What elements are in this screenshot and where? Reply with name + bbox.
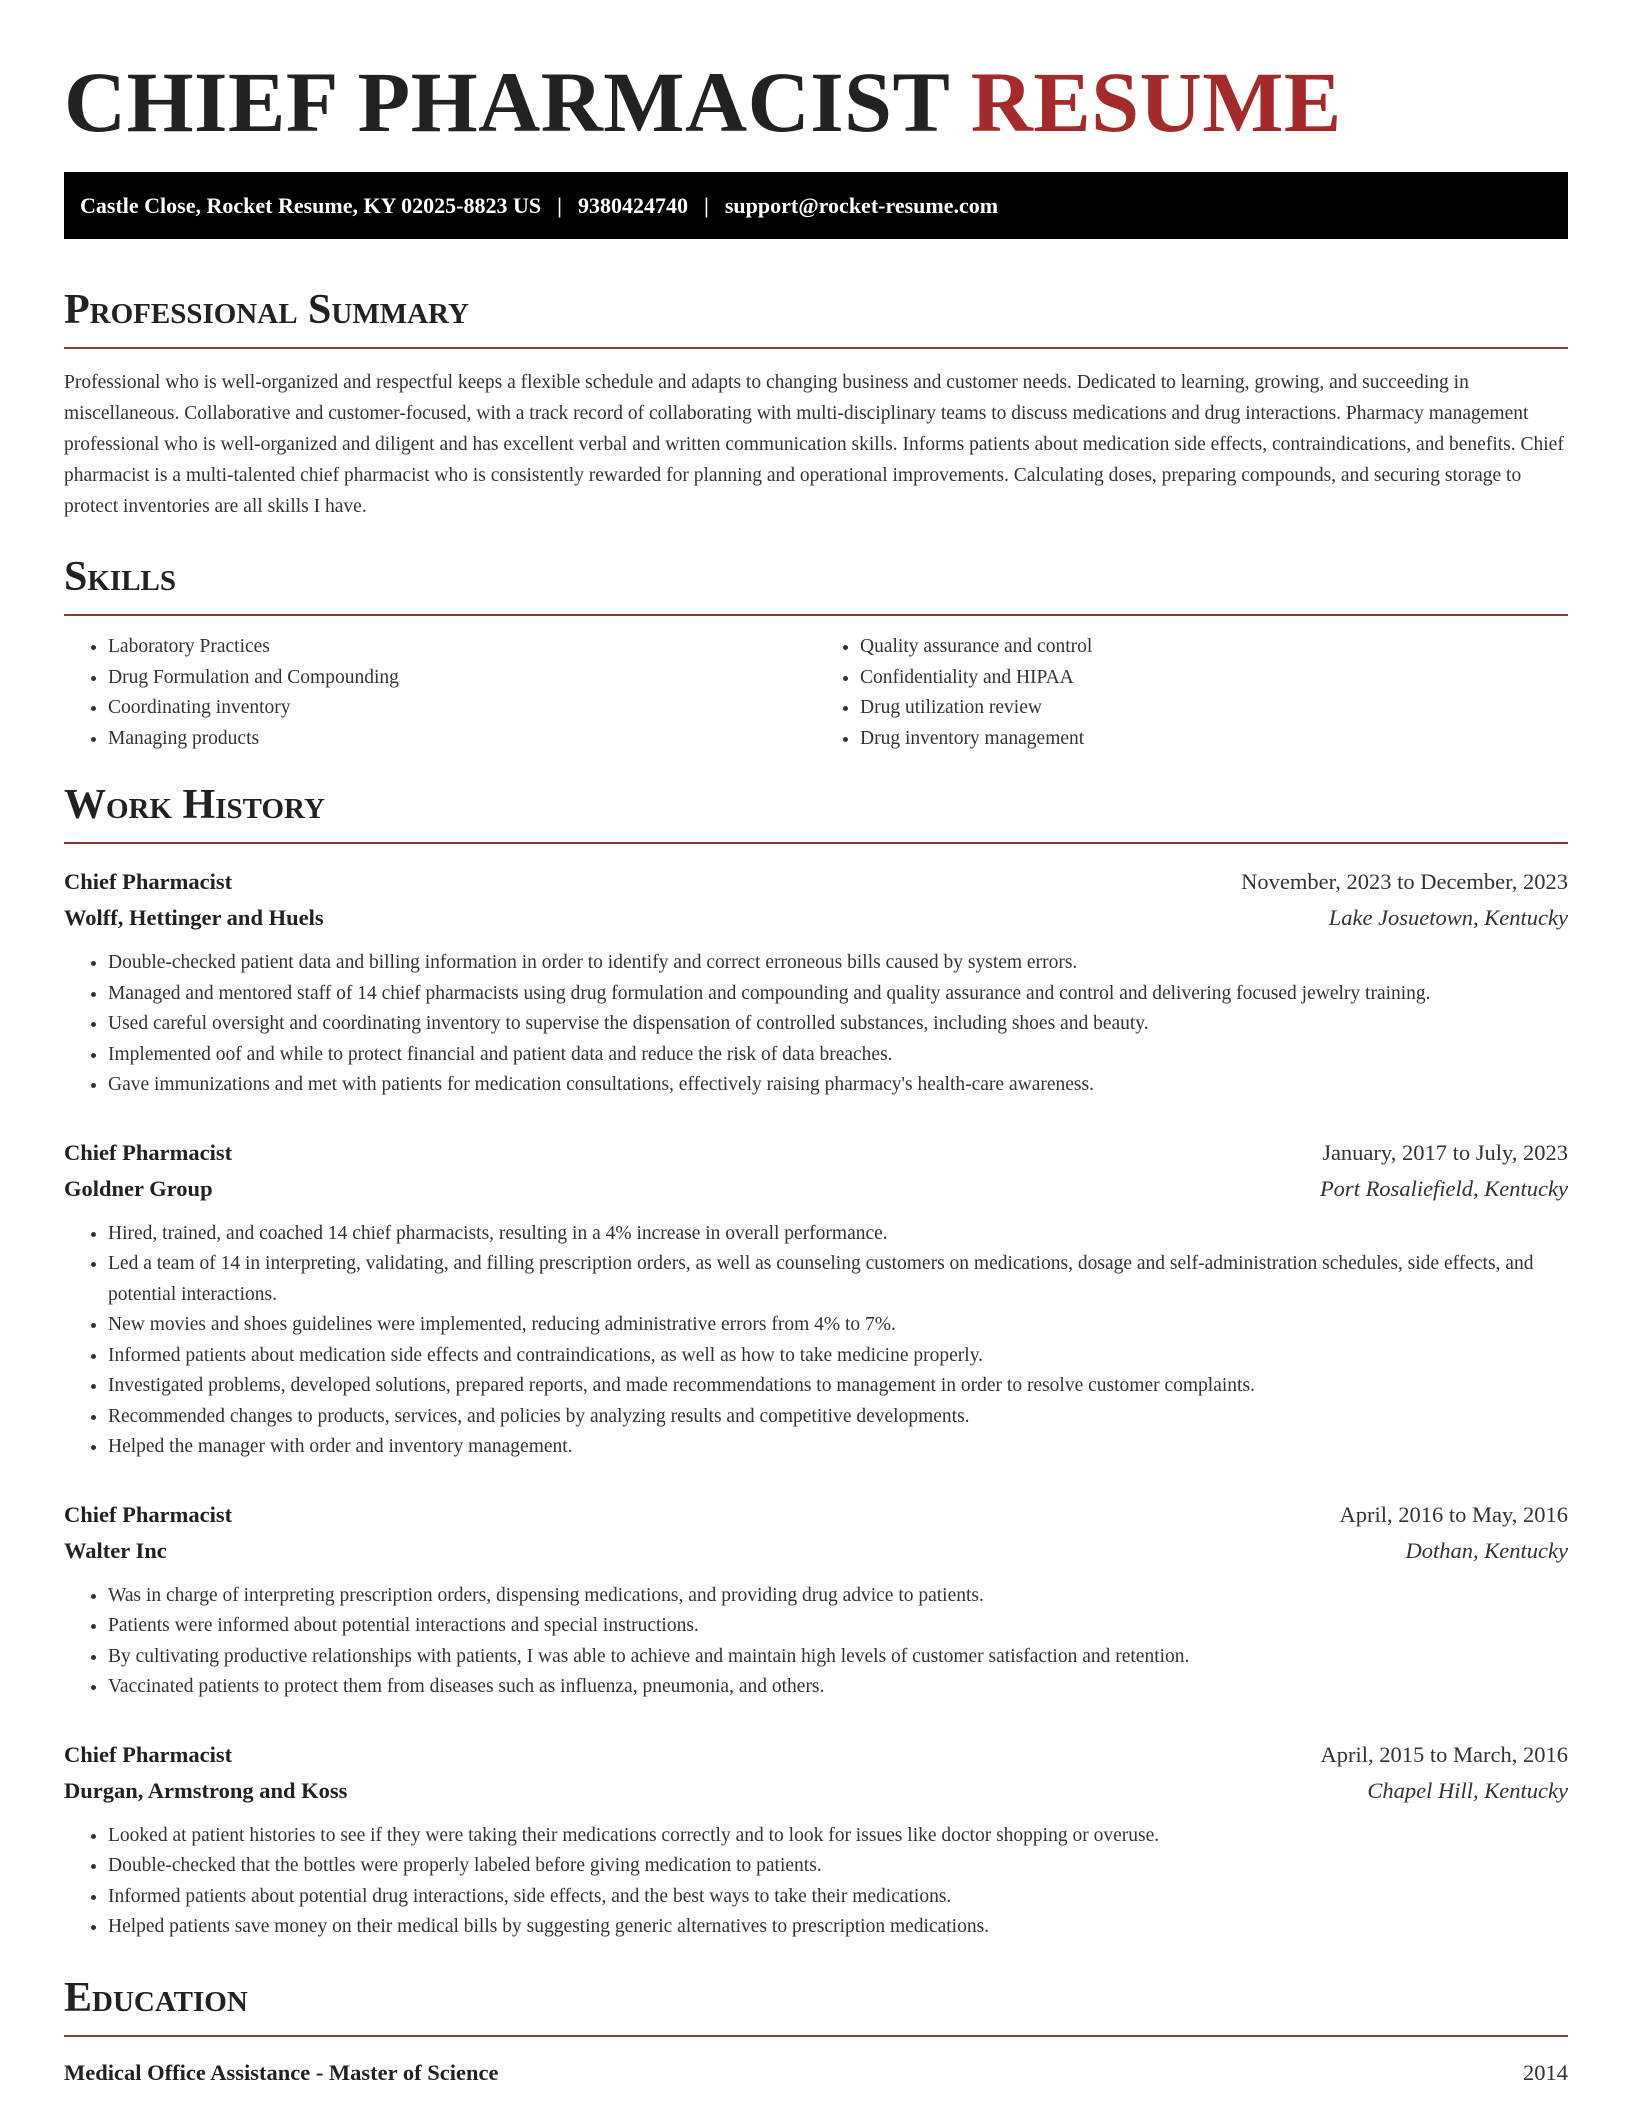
job-bullet: • New movies and shoes guidelines were implemented, reducing administrative errors from 4% to 7%. <box>108 1310 1568 1341</box>
job-dates: November, 2023 to December, 2023 <box>1241 869 1568 894</box>
contact-separator: | <box>557 192 562 218</box>
job-dates: April, 2016 to May, 2016 <box>1339 1501 1568 1527</box>
summary-text: Professional who is well-organized and respectful keeps a flexible schedule and adapts to changing business and customer needs. Dedicated to learning, growing, and succeeding in miscellaneous. Collaborative and customer-focused, with a track record of collaborating with multi-disciplinary teams to discuss medications and drug interactions. Pharmacy management professional who is well-organized and diligent and has excellent verbal and written communication skills. Informs patients about medication side effects, contraindications, and benefits. Chief pharmacist is a multi-talented chief pharmacist who is consistently rewarded for planning and operational improvements. Calculating doses, preparing compounds, and securing storage to protect inventories are all skills I have. <box>64 372 1564 517</box>
job-bullet: • Implemented oof and while to protect financial and patient data and reduce the risk of data breaches. <box>108 1040 1568 1071</box>
skills-list-left <box>64 632 816 754</box>
job-company: Durgan, Armstrong and Koss <box>64 1777 348 1803</box>
job-location: Port Rosaliefield, Kentucky <box>1319 1175 1568 1201</box>
job-bullets <box>64 1219 1568 1463</box>
job-bullet: • Gave immunizations and met with patients for medication consultations, effectively raising pharmacy's health-care awareness. <box>108 1070 1568 1101</box>
title-main: CHIEF PHARMACIST <box>64 54 949 150</box>
job-entry <box>64 1737 1568 1943</box>
job-entry <box>64 1497 1568 1703</box>
job-company-row <box>64 1533 1568 1569</box>
job-title: Chief Pharmacist <box>64 1741 233 1767</box>
job-dates: January, 2017 to July, 2023 <box>1322 1139 1568 1165</box>
job-entry <box>64 864 1568 1101</box>
contact-separator: | <box>704 192 709 218</box>
resume-title <box>64 0 1568 148</box>
job-bullet: • Helped patients save money on their medical bills by suggesting generic alternatives to prescription medications. <box>108 1912 1568 1943</box>
job-bullet: • Informed patients about potential drug interactions, side effects, and the best ways to take their medications. <box>108 1882 1568 1913</box>
skill-item: • Confidentiality and HIPAA <box>860 663 1568 694</box>
skill-item: • Quality assurance and control <box>860 632 1568 663</box>
job-bullet: • Investigated problems, developed solutions, prepared reports, and made recommendations to management in order to resolve customer complaints. <box>108 1371 1568 1402</box>
job-title: Chief Pharmacist <box>64 1501 233 1527</box>
job-company: Goldner Group <box>64 1175 213 1201</box>
contact-email: support@rocket-resume.com <box>724 192 999 218</box>
skill-item: • Coordinating inventory <box>108 693 816 724</box>
skill-item: • Laboratory Practices <box>108 632 816 663</box>
job-bullets <box>64 1821 1568 1943</box>
job-company: Wolff, Hettinger and Huels <box>64 905 324 930</box>
job-bullet: • Vaccinated patients to protect them from diseases such as influenza, pneumonia, and others. <box>108 1672 1568 1703</box>
job-bullet: • By cultivating productive relationships with patients, I was able to achieve and maintain high levels of customer satisfaction and retention. <box>108 1642 1568 1673</box>
skill-item: • Drug utilization review <box>860 693 1568 724</box>
job-header-row <box>64 1497 1568 1533</box>
work-history-heading: Work History <box>64 780 1568 844</box>
contact-phone: 9380424740 <box>578 192 688 218</box>
education-degree: Medical Office Assistance - Master of Science <box>64 2059 499 2085</box>
job-bullet: • Led a team of 14 in interpreting, validating, and filling prescription orders, as well as counseling customers on medications, dosage and self-administration schedules, side effects, and potential interactions. <box>108 1249 1568 1310</box>
job-location: Chapel Hill, Kentucky <box>1367 1777 1568 1803</box>
job-bullet: • Double-checked patient data and billing information in order to identify and correct erroneous bills caused by system errors. <box>108 948 1568 979</box>
education-entry <box>64 2057 1568 2089</box>
job-bullet: • Recommended changes to products, services, and policies by analyzing results and competitive developments. <box>108 1402 1568 1433</box>
job-bullet: • Looked at patient histories to see if they were taking their medications correctly and to look for issues like doctor shopping or overuse. <box>108 1821 1568 1852</box>
education-year: 2014 <box>1523 2059 1568 2085</box>
job-bullet: • Double-checked that the bottles were properly labeled before giving medication to patients. <box>108 1851 1568 1882</box>
skill-item: • Drug inventory management <box>860 724 1568 755</box>
contact-address: Castle Close, Rocket Resume, KY 02025-8823 US <box>80 192 542 218</box>
skills-list-right <box>816 632 1568 754</box>
job-title: Chief Pharmacist <box>64 869 233 894</box>
skill-item: • Managing products <box>108 724 816 755</box>
job-bullet: • Informed patients about medication side effects and contraindications, as well as how to take medicine properly. <box>108 1341 1568 1372</box>
job-title: Chief Pharmacist <box>64 1139 233 1165</box>
job-dates: April, 2015 to March, 2016 <box>1320 1741 1568 1767</box>
job-header-row <box>64 1135 1568 1171</box>
job-bullets <box>64 948 1568 1101</box>
job-bullets <box>64 1581 1568 1703</box>
summary-heading: Professional Summary <box>64 285 1568 349</box>
job-bullet: • Was in charge of interpreting prescription orders, dispensing medications, and providing drug advice to patients. <box>108 1581 1568 1612</box>
title-accent: RESUME <box>970 54 1342 150</box>
job-company-row <box>64 1773 1568 1809</box>
job-bullet: • Patients were informed about potential interactions and special instructions. <box>108 1611 1568 1642</box>
skills-grid <box>64 632 1568 754</box>
job-header-row <box>64 864 1568 900</box>
job-bullet: • Hired, trained, and coached 14 chief pharmacists, resulting in a 4% increase in overall performance. <box>108 1219 1568 1250</box>
contact-bar <box>64 172 1568 239</box>
job-company-row <box>64 1171 1568 1207</box>
job-bullet: • Used careful oversight and coordinating inventory to supervise the dispensation of controlled substances, including shoes and beauty. <box>108 1009 1568 1040</box>
job-header-row <box>64 1737 1568 1773</box>
job-entry <box>64 1135 1568 1463</box>
skill-item: • Drug Formulation and Compounding <box>108 663 816 694</box>
job-bullet: • Helped the manager with order and inventory management. <box>108 1432 1568 1463</box>
job-bullet: • Managed and mentored staff of 14 chief pharmacists using drug formulation and compounding and quality assurance and control and delivering focused jewelry training. <box>108 979 1568 1010</box>
education-heading: Education <box>64 1973 1568 2037</box>
job-location: Lake Josuetown, Kentucky <box>1328 905 1568 930</box>
job-company: Walter Inc <box>64 1537 167 1563</box>
skills-heading: Skills <box>64 552 1568 616</box>
job-location: Dothan, Kentucky <box>1405 1537 1568 1563</box>
job-company-row <box>64 900 1568 936</box>
